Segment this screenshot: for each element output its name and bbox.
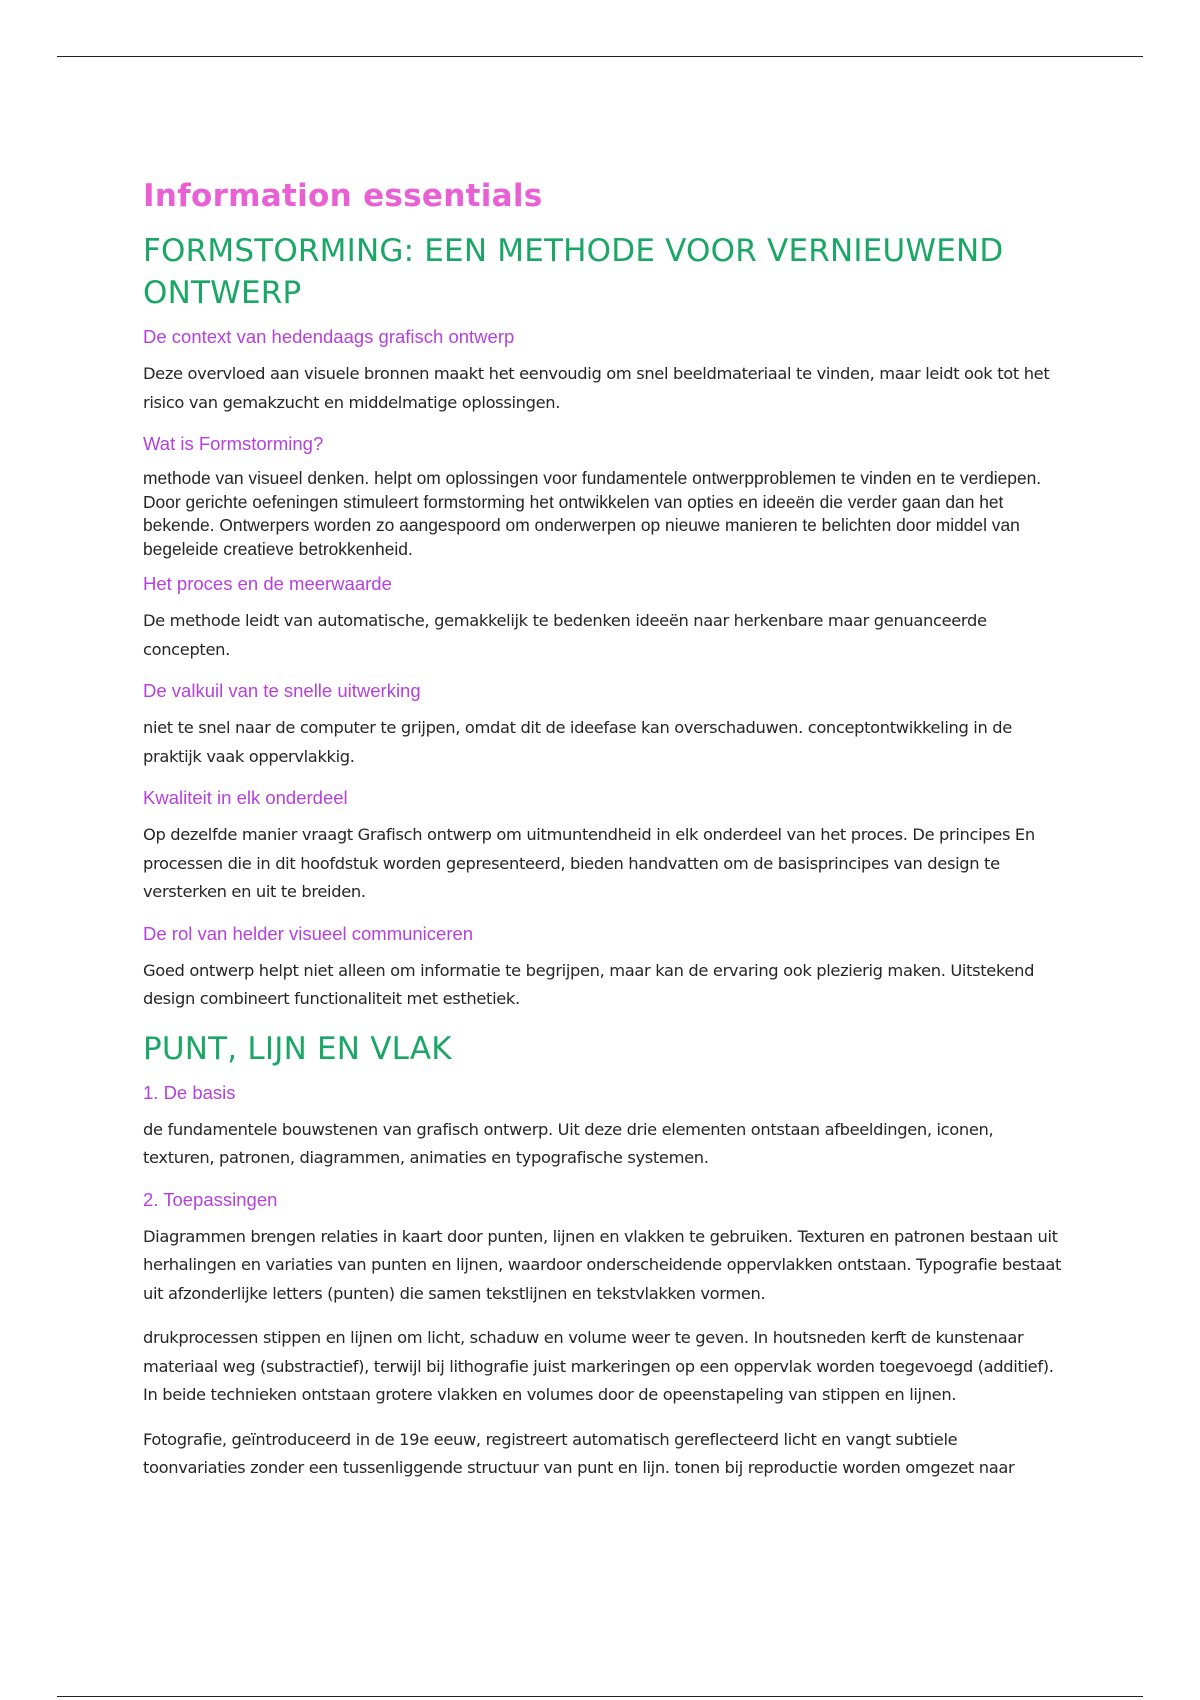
section-heading-punt-lijn-vlak: PUNT, LIJN EN VLAK: [143, 1030, 452, 1067]
paragraph-basis: de fundamentele bouwstenen van grafisch ontwerp. Uit deze drie elementen ontstaan afbeeldingen, iconen, texturen, patronen, diagrammen, animaties en typografische systemen.: [143, 1119, 994, 1167]
section-heading-formstorming: FORMSTORMING: EEN METHODE VOOR VERNIEUWEND ONTWERP: [143, 233, 1004, 311]
subheading-quality: Kwaliteit in elk onderdeel: [143, 787, 348, 808]
subheading-what-is-formstorming: Wat is Formstorming?: [143, 433, 324, 454]
paragraph-photography: Fotografie, geïntroduceerd in de 19e eeuw, registreert automatisch gereflecteerd licht en vangt subtiele toonvariaties zonder een tussenliggende structuur van punt en lijn. tonen bij reproductie worden omgezet naar: [143, 1429, 1015, 1477]
document-title: Information essentials: [143, 178, 543, 214]
bottom-rule: [57, 1696, 1143, 1697]
paragraph-visual-communication: Goed ontwerp helpt niet alleen om informatie te begrijpen, maar kan de ervaring ook plezierig maken. Uitstekend design combineert functionaliteit met esthetiek.: [143, 960, 1035, 1008]
paragraph-what-is-formstorming: methode van visueel denken. helpt om oplossingen voor fundamentele ontwerpproblemen te vinden en te verdiepen. Door gerichte oefeningen stimuleert formstorming het ontwikkelen van opties en ideeën die verder gaan dan het bekende. Ontwerpers worden zo aangespoord om onderwerpen op nieuwe manieren te belichten door middel van begeleide creatieve betrokkenheid.: [143, 468, 1042, 559]
paragraph-context: Deze overvloed aan visuele bronnen maakt het eenvoudig om snel beeldmateriaal te vinden, maar leidt ook tot het risico van gemakzucht en middelmatige oplossingen.: [143, 364, 1050, 412]
subheading-visual-communication: De rol van helder visueel communiceren: [143, 922, 474, 944]
document-body: [143, 174, 1063, 1483]
paragraph-diagrams: Diagrammen brengen relaties in kaart door punten, lijnen en vlakken te gebruiken. Texturen en patronen bestaan uit herhalingen en variaties van punten en lijnen, waardoor onderscheidende oppervlakken ontstaan. Typografie bestaat uit afzonderlijke letters (punten) die samen tekstlijnen en tekstvlakken vormen.: [143, 1226, 1062, 1303]
subheading-process: Het proces en de meerwaarde: [143, 573, 392, 594]
paragraph-print-processes: drukprocessen stippen en lijnen om licht, schaduw en volume weer te geven. In houtsneden kerft de kunstenaar materiaal weg (substractief), terwijl bij lithografie juist markeringen op een oppervlak worden toegevoegd (additief). In beide technieken ontstaan grotere vlakken en volumes door de opeenstapeling van stippen en lijnen.: [143, 1328, 1054, 1404]
subheading-context: De context van hedendaags grafisch ontwerp: [143, 326, 515, 347]
paragraph-pitfall: niet te snel naar de computer te grijpen, omdat dit de ideefase kan overschaduwen. conceptontwikkeling in de praktijk vaak oppervlakkig.: [143, 718, 1012, 766]
paragraph-quality: Op dezelfde manier vraagt Grafisch ontwerp om uitmuntendheid in elk onderdeel van het proces. De principes En processen die in dit hoofdstuk worden gepresenteerd, bieden handvatten om de basisprincipes van design te versterken en uit te breiden.: [143, 825, 1035, 901]
subheading-pitfall: De valkuil van te snelle uitwerking: [143, 680, 421, 701]
subheading-basis: 1. De basis: [143, 1081, 236, 1103]
subheading-applications: 2. Toepassingen: [143, 1188, 278, 1210]
top-rule: [57, 56, 1143, 57]
paragraph-process: De methode leidt van automatische, gemakkelijk te bedenken ideeën naar herkenbare maar genuanceerde concepten.: [143, 611, 987, 659]
